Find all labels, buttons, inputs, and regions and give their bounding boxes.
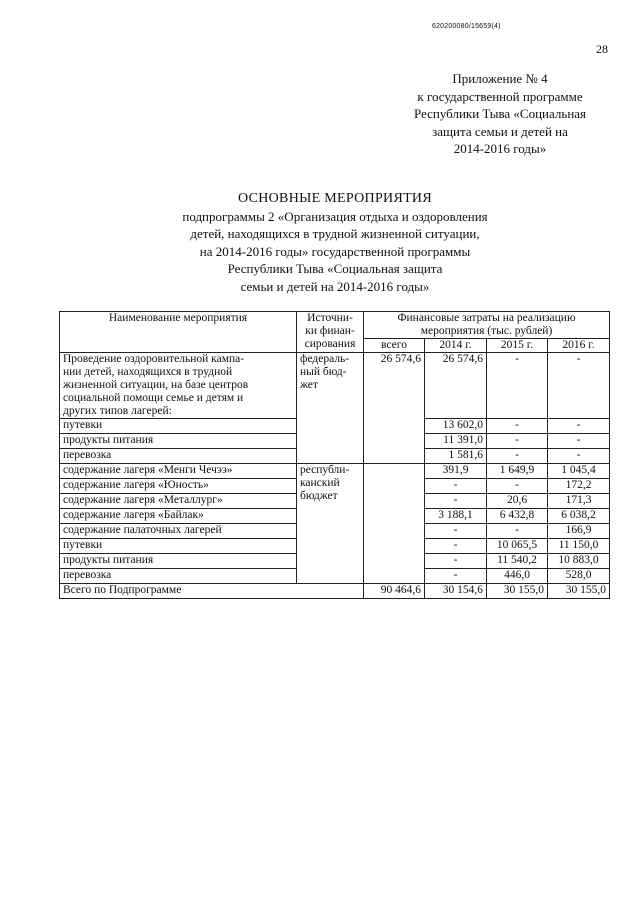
total-2014: 30 154,6 [425,584,487,599]
cell-2015: 446,0 [487,569,548,584]
header-row [60,312,610,339]
cell-2014: - [425,479,487,494]
header-source: Источни- ки финан- сирования [297,312,364,353]
header-2014: 2014 г. [425,339,487,353]
heading-line: на 2014-2016 годы» государственной программы [199,243,471,259]
cell-2014: - [425,569,487,584]
row-name: продукты питания [60,554,297,569]
cell-2015: - [487,353,548,419]
cell-2015: - [487,524,548,539]
table-row [60,353,610,419]
header-2016: 2016 г. [548,339,610,353]
row-name: содержание лагеря «Юность» [60,479,297,494]
cell-2015: - [487,449,548,464]
row-name: содержание лагеря «Менги Чечээ» [60,464,297,479]
cell-2014: 1 581,6 [425,449,487,464]
republic-source: республи- канский бюджет [297,464,364,584]
appendix-line: к государственной программе [417,88,583,104]
document-heading [120,190,550,295]
total-2015: 30 155,0 [487,584,548,599]
appendix-line: защита семьи и детей на [432,123,568,139]
cell-2015: - [487,434,548,449]
measures-table [59,311,610,599]
total-sum: 90 464,6 [364,584,425,599]
cell-2016: 171,3 [548,494,610,509]
cell-2014: - [425,554,487,569]
cell-2015: 20,6 [487,494,548,509]
cell-2015: 11 540,2 [487,554,548,569]
cell-2014: - [425,524,487,539]
cell-2016: 6 038,2 [548,509,610,524]
cell-2015: - [487,419,548,434]
cell-2014: 11 391,0 [425,434,487,449]
appendix-line: Приложение № 4 [452,71,548,86]
federal-source: федераль- ный бюд- жет [297,353,364,464]
cell-2015: 1 649,9 [487,464,548,479]
heading-line: детей, находящихся в трудной жизненной ситуации, [190,226,480,241]
cell-2016: - [548,449,610,464]
cell-2014: 13 602,0 [425,419,487,434]
cell-2016: - [548,353,610,419]
header-2015: 2015 г. [487,339,548,353]
row-name: содержание палаточных лагерей [60,524,297,539]
row-name: содержание лагеря «Байлак» [60,509,297,524]
cell-2016: - [548,419,610,434]
cell-2015: 10 065,5 [487,539,548,554]
cell-2016: 10 883,0 [548,554,610,569]
cell-2016: - [548,434,610,449]
heading-line: семьи и детей на 2014-2016 годы» [240,278,430,294]
row-name: путевки [60,539,297,554]
cell-2016: 172,2 [548,479,610,494]
appendix-line: Республики Тыва «Социальная [413,106,587,121]
heading-line: Республики Тыва «Социальная защита [227,261,443,276]
cell-2016: 528,0 [548,569,610,584]
table-row [60,464,610,479]
federal-total: 26 574,6 [364,353,425,464]
header-name: Наименование мероприятия [60,312,297,353]
total-2016: 30 155,0 [548,584,610,599]
header-total: всего [364,339,425,353]
appendix-note [380,70,620,158]
cell-2016: 11 150,0 [548,539,610,554]
heading-line: подпрограммы 2 «Организация отдыха и оздоровления [182,208,488,224]
page-title: ОСНОВНЫЕ МЕРОПРИЯТИЯ [238,191,432,206]
total-row-name: Всего по Подпрограмме [60,584,364,599]
cell-2015: - [487,479,548,494]
row-name: перевозка [60,449,297,464]
header-costs: Финансовые затраты на реализацию мероприятия (тыс. рублей) [364,312,610,339]
row-name: перевозка [60,569,297,584]
cell-2016: 166,9 [548,524,610,539]
main-item-name: Проведение оздоровительной кампа- нии детей, находящихся в трудной жизненной ситуации, на базе центров социальной помощи семье и детям и других типов лагерей: [60,353,297,419]
row-name: продукты питания [60,434,297,449]
total-row [60,584,610,599]
cell-2014: - [425,539,487,554]
cell-2014: 3 188,1 [425,509,487,524]
republic-total-empty [364,464,425,584]
cell-2014: 26 574,6 [425,353,487,419]
page-number: 28 [596,42,608,56]
document-code: 620200080/15659(4) [432,23,501,30]
cell-2015: 6 432,8 [487,509,548,524]
appendix-line: 2014-2016 годы» [453,141,547,156]
cell-2014: 391,9 [425,464,487,479]
cell-2016: 1 045,4 [548,464,610,479]
row-name: путевки [60,419,297,434]
row-name: содержание лагеря «Металлург» [60,494,297,509]
cell-2014: - [425,494,487,509]
